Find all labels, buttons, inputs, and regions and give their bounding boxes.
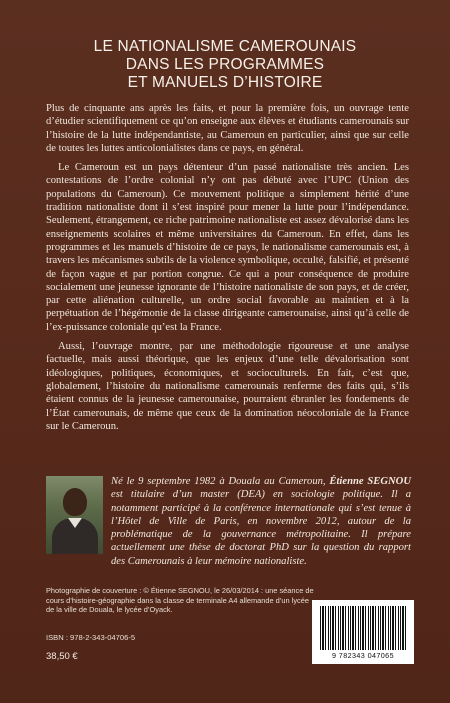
author-photo-head [63,488,87,516]
blurb-paragraph-1: Plus de cinquante ans après les faits, et pour la première fois, un ouvrage tente d’étudier scientifiquement ce qu’on enseigne aux élèves et étudiants camerounais sur l’histoire de la lutte indépendantiste, au Cameroun en particulier, ainsi que sur celle de toutes les luttes anticolonialistes dans ce pays, en général. [46,103,409,154]
book-title [20,38,430,92]
author-bio-rest: est titulaire d’un master (DEA) en sociologie politique. Il a notamment participé à la conférence internationale qui s’est tenue à l’Hôtel de Ville de Paris, en novembre 2012, autour de la problématique de la gouvernance métropolitaine. Il prépare actuellement une thèse de doctorat PhD sur la question du rapport des Camerounais à leur mémoire nationaliste. [111,489,411,567]
barcode [312,600,414,664]
author-bio [111,475,411,568]
blurb-paragraph-3: Aussi, l’ouvrage montre, par une méthodologie rigoureuse et une analyse factuelle, mais aussi théorique, que les enjeux d’une telle dévalorisation sont idéologiques, politiques, économiques, et socioculturels. En fait, c’est que, globalement, l’histoire du nationalisme camerounais renferme des faits qui, s’ils étaient connus de la jeunesse camerounaise, pourraient ébranler les fondements de l’État camerounais, de même que ceux de la domination néocoloniale de la France sur le Cameroun. [46,341,409,432]
blurb [46,102,409,439]
author-block [46,470,411,567]
isbn: ISBN : 978-2-343-04706-5 [46,633,136,642]
title-line-2: DANS LES PROGRAMMES [125,56,325,73]
author-bio-intro: Né le 9 septembre 1982 à Douala au Cameroun, [111,476,330,487]
title-line-1: LE NATIONALISME CAMEROUNAIS [93,38,357,55]
blurb-paragraph-2: Le Cameroun est un pays détenteur d’un passé nationaliste très ancien. Les contestations de l’ordre colonial n’y ont pas débuté avec l’UPC (Union des populations du Cameroun). Ce mouvement politique a simplement hérité d’une tradition nationaliste dont il s’est inspiré pour mener la lutte pour l’indépendance. Seulement, étrangement, ce riche patrimoine nationaliste est assez dévalorisé dans les enseignements scolaires et même universitaires du Cameroun. En effet, dans les programmes et les manuels d’histoire de ce pays, le nationalisme camerounais est, à travers les mécanismes subtils de la violence symbolique, occulté, falsifié, et présenté de façon vague et par portion congrue. Ce qui a pour conséquence de produire socialement une jeunesse ignorante de l’histoire nationaliste de son pays, et de créer, par cette aliénation culturelle, un ordre social favorable au maintien et à la perpétuation de l’hégémonie de la classe dirigeante camerounaise, ainsi qu’à celle de l’ex-puissance coloniale qu’est la France. [46,162,410,333]
author-photo [46,476,103,554]
barcode-bars [320,606,406,650]
barcode-number: 9 782343 047065 [332,651,394,660]
price: 38,50 € [46,651,78,662]
author-name: Étienne SEGNOU [329,476,411,487]
title-line-3: ET MANUELS D’HISTOIRE [127,74,323,91]
photo-credit: Photographie de couverture : © Étienne SEGNOU, le 26/03/2014 : une séance de cours d’histoire-géographie dans la classe de terminale A4 allemande d’un lycée de la ville de Douala, le lycée d’Oyack. [46,586,314,615]
